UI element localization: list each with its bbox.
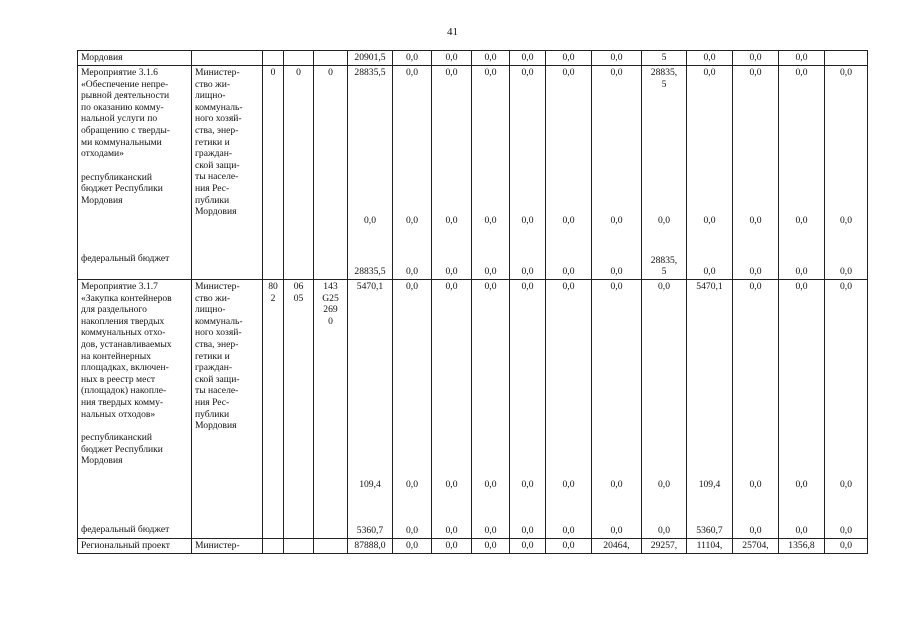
- rzpr-code-cell: [284, 539, 314, 554]
- total-value-cell: 0,0: [733, 66, 779, 214]
- total-value-cell: 0,0: [393, 66, 432, 214]
- regional-budget-value-cell: 0,0: [825, 214, 868, 252]
- value-cell: 0,0: [779, 51, 825, 66]
- federal-budget-label: федеральный бюджет: [78, 252, 192, 280]
- regional-budget-value-cell: 0,0: [592, 478, 642, 523]
- regional-budget-label: республиканский бюджет Республики Мордовия: [81, 171, 163, 206]
- rzpr-code-cell: 06 05: [284, 280, 314, 523]
- regional-budget-value-cell: 0,0: [642, 478, 687, 523]
- table-row: [78, 280, 868, 478]
- federal-budget-value-cell: 0,0: [472, 252, 510, 280]
- total-value-cell: 0,0: [642, 280, 687, 478]
- value-cell: 0,0: [825, 539, 868, 554]
- regional-budget-value-cell: 0,0: [472, 478, 510, 523]
- csr-code-cell: 0: [314, 66, 348, 252]
- value-cell: 0,0: [546, 51, 592, 66]
- federal-budget-label: федеральный бюджет: [78, 523, 192, 539]
- federal-budget-value-cell: 5360,7: [348, 523, 393, 539]
- federal-budget-value-cell: 28835, 5: [642, 252, 687, 280]
- value-cell: 11104,: [687, 539, 733, 554]
- executor-cell: Министер- ство жи- лищно- коммуналь- ного хозяй- ства, энер- гетики и граждан- ской защи- ты населе- ния Рес- публики Мордовия: [192, 280, 263, 523]
- total-value-cell: 0,0: [687, 66, 733, 214]
- value-cell: 5: [642, 51, 687, 66]
- federal-budget-value-cell: 0,0: [592, 252, 642, 280]
- total-value-cell: 0,0: [592, 280, 642, 478]
- activity-name-cell: Мордовия: [78, 51, 192, 66]
- grbs-code-cell: [263, 539, 284, 554]
- federal-budget-value-cell: 0,0: [510, 523, 546, 539]
- regional-budget-value-cell: 0,0: [642, 214, 687, 252]
- executor-cell: [192, 252, 263, 280]
- total-value-cell: 0,0: [779, 66, 825, 214]
- total-value-cell: 0,0: [779, 280, 825, 478]
- regional-budget-label: республиканский бюджет Республики Мордовия: [81, 432, 163, 467]
- federal-budget-value-cell: 0,0: [546, 252, 592, 280]
- federal-budget-value-cell: 0,0: [510, 252, 546, 280]
- total-value-cell: 0,0: [472, 280, 510, 478]
- table-row: [78, 523, 868, 539]
- federal-budget-value-cell: 5360,7: [687, 523, 733, 539]
- federal-budget-value-cell: 0,0: [733, 523, 779, 539]
- regional-budget-value-cell: 0,0: [687, 214, 733, 252]
- federal-budget-value-cell: 0,0: [546, 523, 592, 539]
- activity-name-cell: Региональный проект: [78, 539, 192, 554]
- total-value-cell: 0,0: [825, 66, 868, 214]
- executor-cell: [192, 51, 263, 66]
- total-value-cell: 0,0: [393, 280, 432, 478]
- regional-budget-value-cell: 0,0: [733, 478, 779, 523]
- federal-budget-value-cell: 0,0: [825, 523, 868, 539]
- rzpr-code-cell: [284, 51, 314, 66]
- federal-budget-value-cell: 0,0: [393, 523, 432, 539]
- total-value-cell: 28835,5: [348, 66, 393, 214]
- csr-code-cell: [314, 252, 348, 280]
- value-cell: [825, 51, 868, 66]
- value-cell: 25704,: [733, 539, 779, 554]
- federal-budget-value-cell: 0,0: [432, 523, 472, 539]
- total-value-cell: 0,0: [432, 280, 472, 478]
- regional-budget-value-cell: 0,0: [393, 214, 432, 252]
- regional-budget-value-cell: 0,0: [592, 214, 642, 252]
- regional-budget-value-cell: 0,0: [472, 214, 510, 252]
- total-value-cell: 0,0: [510, 280, 546, 478]
- value-cell: 0,0: [510, 539, 546, 554]
- regional-budget-value-cell: 0,0: [393, 478, 432, 523]
- regional-budget-value-cell: 0,0: [546, 478, 592, 523]
- activity-name-cell: [78, 280, 192, 523]
- federal-budget-value-cell: 28835,5: [348, 252, 393, 280]
- value-cell: 0,0: [472, 51, 510, 66]
- table-row: [78, 252, 868, 280]
- regional-budget-value-cell: 0,0: [733, 214, 779, 252]
- value-cell: 0,0: [432, 539, 472, 554]
- regional-budget-value-cell: 0,0: [432, 214, 472, 252]
- value-cell: 0,0: [687, 51, 733, 66]
- regional-budget-value-cell: 0,0: [546, 214, 592, 252]
- value-cell: 0,0: [432, 51, 472, 66]
- federal-budget-value-cell: 0,0: [432, 252, 472, 280]
- value-cell: 0,0: [472, 539, 510, 554]
- total-value-cell: 0,0: [825, 280, 868, 478]
- total-value-cell: 0,0: [546, 66, 592, 214]
- executor-cell: Министер-: [192, 539, 263, 554]
- table-row: [78, 66, 868, 214]
- total-value-cell: 0,0: [432, 66, 472, 214]
- csr-code-cell: [314, 51, 348, 66]
- grbs-code-cell: [263, 252, 284, 280]
- table-row: [78, 51, 868, 66]
- budget-table: [77, 50, 868, 554]
- federal-budget-value-cell: 0,0: [687, 252, 733, 280]
- total-value-cell: 28835, 5: [642, 66, 687, 214]
- rzpr-code-cell: 0: [284, 66, 314, 252]
- rzpr-code-cell: [284, 252, 314, 280]
- federal-budget-value-cell: 0,0: [825, 252, 868, 280]
- value-cell: 0,0: [393, 51, 432, 66]
- grbs-code-cell: [263, 523, 284, 539]
- federal-budget-value-cell: 0,0: [642, 523, 687, 539]
- federal-budget-value-cell: 0,0: [393, 252, 432, 280]
- value-cell: 0,0: [510, 51, 546, 66]
- value-cell: 0,0: [733, 51, 779, 66]
- total-value-cell: 0,0: [510, 66, 546, 214]
- value-cell: 87888,0: [348, 539, 393, 554]
- federal-budget-value-cell: 0,0: [779, 252, 825, 280]
- table-row: [78, 539, 868, 554]
- federal-budget-value-cell: 0,0: [733, 252, 779, 280]
- total-value-cell: 0,0: [546, 280, 592, 478]
- federal-budget-value-cell: 0,0: [592, 523, 642, 539]
- federal-budget-value-cell: 0,0: [779, 523, 825, 539]
- activity-title: Мероприятие 3.1.7 «Закупка контейнеров для раздельного накопления твердых коммунальных отхо- дов, устанавливаемых на контейнерных площадках, включен- ных в реестр мест (площадок) накопле- ния твердых комму- нальных отходов»: [81, 281, 172, 420]
- grbs-code-cell: [263, 51, 284, 66]
- regional-budget-value-cell: 0,0: [432, 478, 472, 523]
- value-cell: 0,0: [592, 51, 642, 66]
- executor-cell: [192, 523, 263, 539]
- value-cell: 0,0: [393, 539, 432, 554]
- activity-name-cell: [78, 66, 192, 252]
- total-value-cell: 0,0: [733, 280, 779, 478]
- federal-budget-value-cell: 0,0: [472, 523, 510, 539]
- csr-code-cell: [314, 523, 348, 539]
- regional-budget-value-cell: 0,0: [825, 478, 868, 523]
- value-cell: 29257,: [642, 539, 687, 554]
- csr-code-cell: [314, 539, 348, 554]
- activity-title: Мероприятие 3.1.6 «Обеспечение непре- рывной деятельности по оказанию комму- нальной услуги по обращению с тверды- ми коммунальными отходами»: [81, 67, 170, 160]
- regional-budget-value-cell: 0,0: [779, 478, 825, 523]
- page-number: 41: [447, 26, 458, 38]
- regional-budget-value-cell: 109,4: [687, 478, 733, 523]
- total-value-cell: 0,0: [472, 66, 510, 214]
- executor-cell: Министер- ство жи- лищно- коммуналь- ного хозяй- ства, энер- гетики и граждан- ской защи- ты населе- ния Рес- публики Мордовия: [192, 66, 263, 252]
- csr-code-cell: 143 G25 269 0: [314, 280, 348, 523]
- value-cell: 20901,5: [348, 51, 393, 66]
- regional-budget-value-cell: 0,0: [510, 214, 546, 252]
- value-cell: 1356,8: [779, 539, 825, 554]
- total-value-cell: 5470,1: [348, 280, 393, 478]
- grbs-code-cell: 0: [263, 66, 284, 252]
- rzpr-code-cell: [284, 523, 314, 539]
- grbs-code-cell: 80 2: [263, 280, 284, 523]
- total-value-cell: 0,0: [592, 66, 642, 214]
- total-value-cell: 5470,1: [687, 280, 733, 478]
- regional-budget-value-cell: 0,0: [779, 214, 825, 252]
- regional-budget-value-cell: 0,0: [510, 478, 546, 523]
- regional-budget-value-cell: 0,0: [348, 214, 393, 252]
- regional-budget-value-cell: 109,4: [348, 478, 393, 523]
- value-cell: 0,0: [546, 539, 592, 554]
- value-cell: 20464,: [592, 539, 642, 554]
